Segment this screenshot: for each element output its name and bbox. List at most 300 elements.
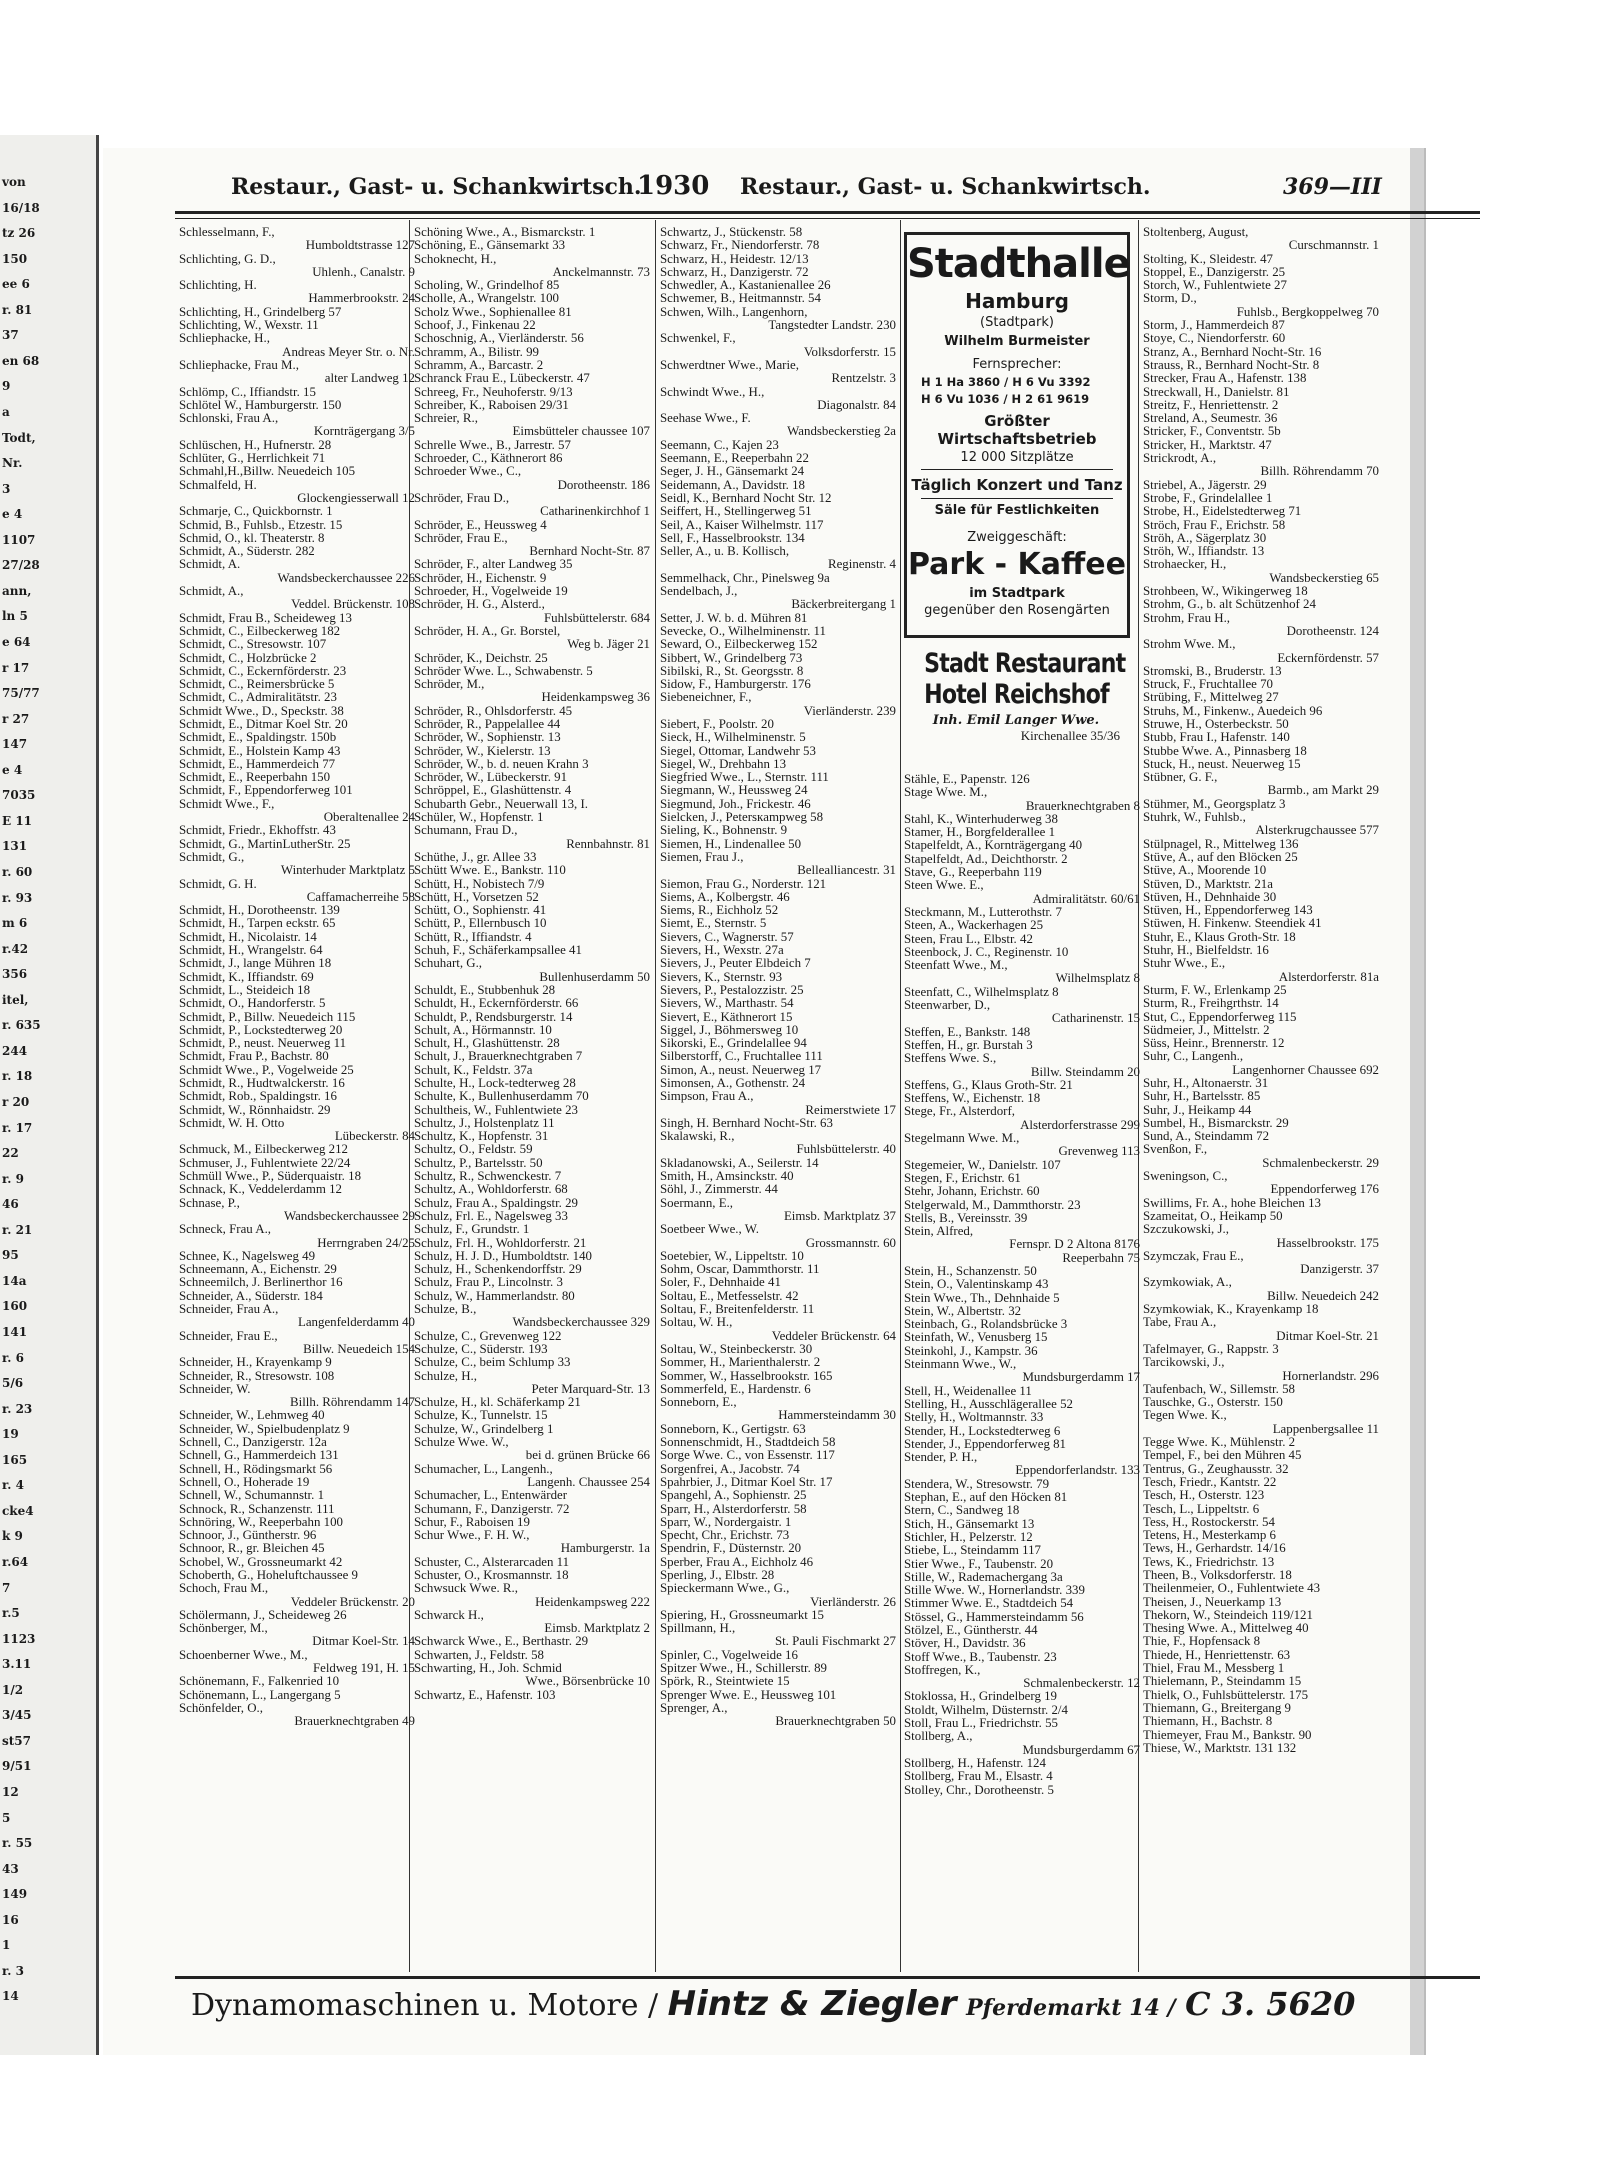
directory-entry: Schmidt, E., Hammerdeich 77 <box>179 757 336 771</box>
directory-entry: Schult, A., Hörmannstr. 10 <box>414 1023 552 1037</box>
entry-continuation: Eimsb. Marktplatz 37 <box>783 1209 896 1223</box>
directory-entry: Siegel, Ottomar, Landwehr 53 <box>660 744 816 758</box>
directory-entry: Sievert, E., Käthnerort 15 <box>660 1010 793 1024</box>
directory-entry: Szymkowiak, A., <box>1143 1276 1232 1290</box>
directory-entry: Stuhr, E., Klaus Groth-Str. 18 <box>1143 930 1296 944</box>
entry-continuation: Ditmar Koel-Str. 14 <box>312 1635 415 1649</box>
adjacent-page-fragment: 5/6 <box>2 1376 24 1391</box>
entry-continuation: Vierländerstr. 26 <box>810 1595 896 1609</box>
directory-entry: Strohaecker, H., <box>1143 558 1227 572</box>
directory-entry: Sievers, J., Peuter Elbdeich 7 <box>660 957 811 971</box>
directory-entry: Schmidt, A., <box>179 585 244 599</box>
directory-entry: Spiering, H., Grossneumarkt 15 <box>660 1608 824 1622</box>
adjacent-page-fragment: r. 60 <box>2 865 33 879</box>
directory-entry: Schüthe, J., gr. Allee 33 <box>414 850 537 864</box>
adjacent-page-fragment: r 17 <box>2 660 30 675</box>
directory-entry: Stell, H., Weidenallee 11 <box>904 1384 1032 1398</box>
directory-entry: Schmahl,H.,Billw. Neuedeich 105 <box>179 465 356 479</box>
directory-entry: Schnell, G., Hammerdeich 131 <box>179 1449 339 1463</box>
directory-entry: Seehase Wwe., F. <box>660 412 751 426</box>
directory-entry: Schneck, Frau A., <box>179 1223 272 1237</box>
directory-entry: Stuhr, H., Bielfeldstr. 16 <box>1143 944 1269 958</box>
directory-entry: Stapelfeldt, A., Kornträgergang 40 <box>904 839 1083 853</box>
entry-continuation: Eppendorferweg 176 <box>1270 1183 1379 1197</box>
directory-entry: Schulze, C., Süderstr. 193 <box>414 1342 548 1356</box>
ad-stadthalle-phone-1: H 1 Ha 3860 / H 6 Vu 3392 <box>921 375 1091 389</box>
directory-entry: Schulze, C., Grevenweg 122 <box>414 1329 562 1343</box>
adjacent-page-fragment: r 20 <box>2 1095 30 1109</box>
directory-entry: Steen Wwe. E., <box>904 879 984 893</box>
entry-continuation: Alsterdorferstrasse 299 <box>1020 1118 1140 1132</box>
directory-entry: Schmidt, C., Holzbrücke 2 <box>179 651 317 665</box>
directory-entry: Soermann, E., <box>660 1196 734 1210</box>
directory-entry: Schramm, A., Barcastr. 2 <box>414 358 544 372</box>
directory-entry: Schütt, H., Vorsetzen 52 <box>414 890 539 904</box>
directory-entry: Spörk, R., Steintwiete 15 <box>660 1675 790 1689</box>
directory-entry: Tarcikowski, J., <box>1143 1356 1225 1370</box>
adjacent-page-fragment: r. 93 <box>2 890 33 905</box>
entry-continuation: Lappenbergsallee 11 <box>1272 1422 1379 1436</box>
directory-entry: Stille Wwe. W., Hornerlandstr. 339 <box>904 1584 1085 1598</box>
directory-entry: Stoffregen, K., <box>904 1663 981 1677</box>
directory-entry: Storch, W., Fuhlentwiete 27 <box>1143 279 1287 293</box>
directory-entry: Schultz, A., Wohldorferstr. 68 <box>414 1183 568 1197</box>
directory-entry: Stege, Fr., Alsterdorf, <box>904 1105 1015 1119</box>
directory-entry: Schoenberner Wwe., M., <box>179 1648 308 1662</box>
directory-entry: Schnell, C., Danzigerstr. 12a <box>179 1436 327 1450</box>
adjacent-page-fragment: 3/45 <box>2 1708 32 1723</box>
entry-continuation: Rentzelstr. 3 <box>831 372 896 386</box>
entry-continuation: Glockengiesserwall 12 <box>297 491 415 505</box>
entry-continuation: Eimsbütteler chaussee 107 <box>512 425 650 439</box>
entry-continuation: Barmb., am Markt 29 <box>1267 784 1379 798</box>
directory-entry: Steffens, G., Klaus Groth-Str. 21 <box>904 1078 1073 1092</box>
directory-entry: Stapelfeldt, Ad., Deichthorstr. 2 <box>904 852 1068 866</box>
adjacent-page-fragment: r. 23 <box>2 1401 33 1416</box>
directory-entry: Szymczak, Frau E., <box>1143 1249 1244 1263</box>
directory-entry: Stöver, H., Davidstr. 36 <box>904 1637 1026 1651</box>
directory-entry: Stein Wwe., Th., Dehnhaide 5 <box>904 1291 1060 1305</box>
directory-entry: Stühmer, M., Georgsplatz 3 <box>1143 797 1286 811</box>
directory-entry: Thiemann, H., Bachstr. 8 <box>1143 1715 1273 1729</box>
adjacent-page-fragment: 16 <box>2 1912 19 1927</box>
directory-entry: Schmidt, F., Eppendorferweg 101 <box>179 784 353 798</box>
directory-entry: Schneemilch, J. Berlinerthor 16 <box>179 1276 343 1290</box>
adjacent-page-fragment: 22 <box>2 1146 19 1161</box>
entry-continuation: Anckelmannstr. 73 <box>552 265 650 279</box>
directory-entry: Schmuck, M., Eilbeckerweg 212 <box>179 1143 348 1157</box>
directory-entry: Thiemann, G., Breitergang 9 <box>1143 1701 1291 1715</box>
directory-entry: Tesch, Friedr., Kantstr. 22 <box>1143 1475 1277 1489</box>
adjacent-page-fragment: 27/28 <box>2 558 40 573</box>
entry-continuation: Mundsburgerdamm 67 <box>1022 1743 1140 1757</box>
directory-entry: Siebert, F., Poolstr. 20 <box>660 717 774 731</box>
directory-entry: Stern, C., Sandweg 18 <box>904 1504 1020 1518</box>
directory-entry: Söhl, J., Zimmerstr. 44 <box>660 1183 778 1197</box>
directory-entry: Schütt, R., Iffiandstr. 4 <box>414 930 532 944</box>
adjacent-page-fragment: e 4 <box>2 762 23 777</box>
header-page-number: 369—III <box>1283 174 1382 200</box>
ad-stadthalle-branch-location: im Stadtpark <box>969 586 1065 601</box>
directory-entry: Schulte, H., Lock-tedterweg 28 <box>414 1077 576 1090</box>
directory-entry: Scholle, A., Wrangelstr. 100 <box>414 292 559 306</box>
entry-continuation: Caffamacherreihe 58 <box>306 890 415 904</box>
directory-entry: Schramm, A., Bilistr. 99 <box>414 345 539 359</box>
directory-entry: Stollberg, H., Hafenstr. 124 <box>904 1756 1046 1770</box>
directory-entry: Steen, Frau L., Elbstr. 42 <box>904 932 1033 946</box>
directory-entry: Soetebier, W., Lippeltstr. 10 <box>660 1249 804 1263</box>
directory-entry: Schreier, R., <box>414 412 478 426</box>
directory-entry: Stendera, W., Stresowstr. 79 <box>904 1477 1050 1491</box>
directory-entry: Schumann, F., Danzigerstr. 72 <box>414 1502 570 1516</box>
adjacent-page-fragment: 43 <box>2 1861 19 1876</box>
entry-continuation: Hammersteindamm 30 <box>778 1409 896 1423</box>
directory-entry: Stolley, Chr., Dorotheenstr. 5 <box>904 1783 1054 1797</box>
directory-entry: Stüve, A., Moorende 10 <box>1143 864 1267 878</box>
directory-entry: Schreiber, K., Raboisen 29/31 <box>414 398 569 412</box>
directory-entry: Schulze, H., kl. Schäferkamp 21 <box>414 1396 581 1410</box>
adjacent-page-edge <box>0 135 99 2055</box>
directory-entry: Schwarck H., <box>414 1608 484 1622</box>
directory-entry: Sommerfeld, E., Hardenstr. 6 <box>660 1382 811 1396</box>
entry-continuation: Diagonalstr. 84 <box>817 398 896 412</box>
directory-entry: Schröder, H., Eichenstr. 9 <box>414 571 547 585</box>
directory-entry: Steen, A., Wackerhagen 25 <box>904 919 1044 933</box>
directory-entry: Silberstorff, C., Fruchtallee 111 <box>660 1050 823 1064</box>
adjacent-page-fragment: 14 <box>2 1989 19 2004</box>
directory-entry: Schwenkel, F., <box>660 332 736 346</box>
adjacent-page-fragment: r.42 <box>2 941 29 956</box>
directory-entry: Schröder, Frau E., <box>414 531 508 545</box>
directory-entry: Sievers, C., Wagnerstr. 57 <box>660 930 794 944</box>
directory-entry: Schulze, B., <box>414 1303 477 1317</box>
directory-entry: Sweningson, C., <box>1143 1170 1228 1184</box>
adjacent-page-fragment: r. 9 <box>2 1171 24 1186</box>
entry-continuation: Langenfelderdamm 40 <box>297 1316 415 1330</box>
entry-continuation: Fuhlsb., Bergkoppelweg 70 <box>1236 305 1379 319</box>
directory-entry: Stölzel, E., Güntherstr. 44 <box>904 1624 1038 1637</box>
directory-entry: Striebel, A., Jägerstr. 29 <box>1143 478 1267 492</box>
directory-entry: Spieckermann Wwe., G., <box>660 1582 790 1596</box>
directory-entry: Schulze, W., Grindelberg 1 <box>414 1422 554 1436</box>
directory-entry: Siemen, Frau J., <box>660 850 744 864</box>
entry-continuation: Reeperbahn 75 <box>1062 1251 1140 1265</box>
directory-entry: Ströch, Frau F., Erichstr. 58 <box>1143 518 1286 532</box>
entry-continuation: Eppendorferlandstr. 133 <box>1015 1464 1140 1478</box>
ad-stadthalle-phone-label: Fernsprecher: <box>972 357 1062 372</box>
footer-rule <box>175 1976 1480 1979</box>
adjacent-page-fragment: Nr. <box>2 456 23 471</box>
directory-entry: Schulz, H., Schenkendorffstr. 29 <box>414 1263 582 1277</box>
adjacent-page-fragment: 149 <box>2 1887 28 1902</box>
directory-entry: Stier Wwe., F., Taubenstr. 20 <box>904 1557 1054 1571</box>
directory-entry: Schulz, Frl. E., Nagelsweg 33 <box>414 1209 568 1223</box>
ad-stadthalle-district: (Stadtpark) <box>980 315 1054 330</box>
entry-continuation: Bernhard Nocht-Str. 87 <box>529 545 650 559</box>
directory-entry: Schmarje, C., Quickbornstr. 1 <box>179 505 333 519</box>
entry-continuation: Fernspr. D 2 Altona 8176 <box>1009 1238 1140 1252</box>
directory-entry: Schnase, P., <box>179 1196 240 1210</box>
entry-continuation: bei d. grünen Brücke 66 <box>525 1449 650 1463</box>
adjacent-page-fragment: 7035 <box>2 788 36 803</box>
directory-entry: Specht, Chr., Erichstr. 73 <box>660 1529 790 1543</box>
adjacent-page-fragment: 244 <box>2 1043 28 1058</box>
directory-entry: Schreeg, Fr., Neuhoferstr. 9/13 <box>414 385 573 399</box>
directory-entry: Schröder, W., b. d. neuen Krahn 3 <box>414 757 589 771</box>
directory-column-3 <box>660 226 896 1971</box>
directory-entry: Steffens Wwe. S., <box>904 1052 997 1066</box>
directory-entry: Schröder, K., Deichstr. 25 <box>414 651 548 665</box>
entry-continuation: Wandsbeckerchaussee 29 <box>283 1209 415 1223</box>
directory-entry: Stiebe, L., Steindamm 117 <box>904 1544 1042 1558</box>
adjacent-page-fragment: ln 5 <box>2 609 28 624</box>
directory-entry: Schwartz, J., Stückenstr. 58 <box>660 226 803 239</box>
directory-entry: Steenbock, J. C., Reginenstr. 10 <box>904 945 1069 959</box>
directory-entry: Strauss, R., Bernhard Nocht-Str. 8 <box>1143 358 1320 372</box>
entry-continuation: Langenhorner Chaussee 692 <box>1232 1063 1379 1077</box>
directory-entry: Stubbe Wwe. A., Pinnasberg 18 <box>1143 744 1307 758</box>
adjacent-page-fragment: 7 <box>2 1580 11 1595</box>
directory-entry: Schrelle Wwe., B., Jarrestr. 57 <box>414 438 571 452</box>
stadthalle-advertisement <box>904 232 1130 638</box>
entry-continuation: Wandsbeckerstieg 2a <box>787 425 896 439</box>
directory-entry: Schulz, H. J. D., Humboldtstr. 140 <box>414 1249 592 1263</box>
directory-entry: Schütt, H., Nobistech 7/9 <box>414 877 545 891</box>
adjacent-page-fragment: 1/2 <box>2 1682 24 1697</box>
directory-entry: Schönemann, L., Langergang 5 <box>179 1688 341 1702</box>
directory-entry: Sieck, H., Wilhelminenstr. 5 <box>660 731 806 745</box>
directory-entry: Schmidt Wwe., D., Speckstr. 38 <box>179 704 344 718</box>
entry-continuation: Brauerknechtgraben 50 <box>775 1715 896 1729</box>
adjacent-page-fragment: 9/51 <box>2 1759 32 1774</box>
entry-continuation: Schmalenbeckerstr. 12 <box>1023 1677 1140 1691</box>
directory-entry: Siemon, Frau G., Norderstr. 121 <box>660 877 827 891</box>
directory-entry: Schuster, O., Krosmannstr. 18 <box>414 1568 569 1582</box>
directory-entry: Schlesselmann, F., <box>179 226 275 239</box>
entry-continuation: Bullenhuserdamm 50 <box>539 970 650 984</box>
directory-entry: Schwemer, B., Heitmannstr. 54 <box>660 292 821 306</box>
header-rule-thin <box>175 218 1480 219</box>
directory-entry: Tesch, L., Lippeltstr. 6 <box>1143 1502 1260 1516</box>
directory-entry: Schoknecht, H., <box>414 252 497 266</box>
directory-entry: Struhs, M., Finkenw., Auedeich 96 <box>1143 704 1323 718</box>
directory-entry: Schmidt, O., Handorferstr. 5 <box>179 997 326 1011</box>
adjacent-page-fragment: ee 6 <box>2 277 30 292</box>
directory-entry: Schmid, O., kl. Theaterstr. 8 <box>179 531 325 545</box>
directory-entry: Schönemann, F., Falkenried 10 <box>179 1675 340 1689</box>
directory-entry: Schuster, C., Alsterarcaden 11 <box>414 1555 570 1569</box>
directory-entry: Szymkowiak, K., Krayenkamp 18 <box>1143 1303 1319 1317</box>
directory-entry: Schoschnig, A., Vierländerstr. 56 <box>414 332 584 346</box>
directory-entry: Sorgenfrei, A., Jacobstr. 74 <box>660 1462 800 1476</box>
ad-reichshof-owner: Inh. Emil Langer Wwe. <box>932 713 1100 728</box>
directory-entry: Sonnenschmidt, H., Stadtdeich 58 <box>660 1436 836 1450</box>
entry-continuation: Alsterdorferstr. 81a <box>1278 970 1379 984</box>
directory-entry: Soler, F., Dehnhaide 41 <box>660 1276 781 1290</box>
directory-entry: Schneider, H., Krayenkamp 9 <box>179 1356 332 1370</box>
ad-stadthalle-city: Hamburg <box>965 289 1069 313</box>
directory-entry: Stehr, Johann, Erichstr. 60 <box>904 1185 1040 1199</box>
directory-entry: Schlichting, G. D., <box>179 252 276 266</box>
entry-continuation: Reginenstr. 4 <box>827 558 896 572</box>
adjacent-page-fragment: 147 <box>2 737 28 752</box>
adjacent-page-fragment: 14a <box>2 1273 27 1288</box>
entry-continuation: Volksdorferstr. 15 <box>803 345 896 359</box>
ad-stadthalle-seats: 12 000 Sitzplätze <box>960 450 1074 465</box>
directory-entry: Schoch, Frau M., <box>179 1582 269 1596</box>
directory-entry: Schmidt, E., Ditmar Koel Str. 20 <box>179 717 348 731</box>
ad-stadthalle-slogan-1: Größter Wirtschaftsbetrieb <box>937 412 1097 448</box>
directory-entry: Schröder Wwe. L., Schwabenstr. 5 <box>414 664 593 678</box>
directory-entry: Stuhr Wwe., E., <box>1143 957 1226 971</box>
directory-entry: Schulte, K., Bullenhuserdamm 70 <box>414 1090 589 1104</box>
adjacent-page-fragment: von <box>2 175 26 189</box>
directory-entry: Stuhrk, W., Fuhlsb., <box>1143 811 1246 825</box>
entry-continuation: Wandsbeckerstieg 65 <box>1269 571 1379 585</box>
directory-entry: Schlüschen, H., Hufnerstr. 28 <box>179 438 332 452</box>
directory-entry: Stelly, H., Woltmannstr. 33 <box>904 1411 1044 1425</box>
directory-entry: Schröder, Frau D., <box>414 491 510 505</box>
reichshof-advertisement <box>904 648 1128 760</box>
directory-entry: Schröder, H. G., Alsterd., <box>414 598 545 612</box>
directory-entry: Sturm, F. W., Erlenkamp 25 <box>1143 983 1287 997</box>
column-divider <box>655 220 656 1972</box>
directory-entry: Schmidt, Friedr., Ekhoffstr. 43 <box>179 824 336 838</box>
directory-entry: Schmidt, W. H. Otto <box>179 1116 285 1130</box>
directory-entry: Siegfried Wwe., L., Sternstr. 111 <box>660 771 829 785</box>
directory-entry: Stille, W., Rademachergang 3a <box>904 1570 1063 1584</box>
directory-entry: Sevecke, O., Wilhelminenstr. 11 <box>660 624 826 638</box>
directory-entry: Schnee, K., Nagelsweg 49 <box>179 1249 316 1263</box>
directory-entry: Seidemann, A., Davidstr. 18 <box>660 478 806 492</box>
directory-entry: Schütt, O., Sophienstr. 41 <box>414 904 547 918</box>
entry-continuation: Brauerknechtgraben 8 <box>1025 799 1140 813</box>
adjacent-page-fragment: en 68 <box>2 353 40 368</box>
adjacent-page-fragment: cke4 <box>2 1503 34 1518</box>
directory-entry: Sprenger, A., <box>660 1701 728 1715</box>
directory-entry: Schöning, E., Gänsemarkt 33 <box>414 239 566 253</box>
directory-entry: Thielk, O., Fuhlsbüttelerstr. 175 <box>1143 1688 1309 1702</box>
entry-continuation: Dorotheenstr. 124 <box>1286 624 1379 638</box>
directory-entry: Tafelmayer, G., Rappstr. 3 <box>1143 1342 1279 1356</box>
entry-continuation: Curschmannstr. 1 <box>1288 239 1379 253</box>
directory-entry: Stich, H., Gänsemarkt 13 <box>904 1517 1035 1531</box>
directory-entry: Schoberth, G., Hoheluftchaussee 9 <box>179 1568 358 1582</box>
directory-entry: Schumacher, L., Langenh., <box>414 1462 553 1476</box>
directory-entry: Schönfelder, O., <box>179 1701 263 1715</box>
directory-entry: Szczukowski, J., <box>1143 1223 1229 1237</box>
directory-entry: Schnoor, J., Güntherstr. 96 <box>179 1529 317 1543</box>
entry-continuation: Veddeler Brückenstr. 20 <box>290 1595 415 1609</box>
directory-entry: Storm, D., <box>1143 292 1197 306</box>
directory-entry: Strecker, Frau A., Hafenstr. 138 <box>1143 372 1307 386</box>
directory-entry: Seemann, E., Reeperbahn 22 <box>660 452 809 466</box>
directory-entry: Thiede, H., Henriettenstr. 63 <box>1143 1648 1291 1662</box>
directory-entry: Sielcken, J., Petersкampweg 58 <box>660 811 824 825</box>
directory-entry: Stähle, E., Papenstr. 126 <box>904 773 1030 786</box>
entry-continuation: Peter Marquard-Str. 13 <box>531 1382 650 1396</box>
directory-entry: Tabe, Frau A., <box>1143 1316 1217 1330</box>
directory-entry: Stricker, H., Marktstr. 47 <box>1143 438 1272 452</box>
directory-entry: Schmidt Wwe., P., Vogelweide 25 <box>179 1063 354 1077</box>
entry-continuation: Winterhuder Marktplatz 5 <box>280 864 415 878</box>
directory-entry: Schultz, J., Holstenplatz 11 <box>414 1116 555 1130</box>
directory-entry: Stahl, K., Winterhuderweg 38 <box>904 812 1058 826</box>
directory-entry: Streitz, F., Henriettenstr. 2 <box>1143 398 1279 412</box>
directory-entry: Suhr, C., Langenh., <box>1143 1050 1244 1064</box>
directory-entry: Struwe, H., Osterbeckstr. 50 <box>1143 717 1289 731</box>
entry-continuation: Lübeckerstr. 84 <box>334 1130 415 1144</box>
directory-entry: Thielemann, P., Steindamm 15 <box>1143 1675 1302 1689</box>
entry-continuation: Fuhlsbüttelerstr. 40 <box>796 1143 896 1157</box>
directory-entry: Thiel, Frau M., Messberg 1 <box>1143 1662 1285 1676</box>
directory-entry: Steenfatt Wwe., M., <box>904 959 1008 973</box>
entry-continuation: Grevenweg 113 <box>1058 1145 1140 1159</box>
directory-entry: Schlömp, C., Iffiandstr. 15 <box>179 385 316 399</box>
entry-continuation: alter Landweg 12 <box>324 372 415 386</box>
directory-entry: Sieling, K., Bohnenstr. 9 <box>660 824 788 838</box>
directory-entry: Stüve, A., auf den Blöcken 25 <box>1143 850 1298 864</box>
footer-brand: Hintz & Ziegler <box>667 1984 957 2024</box>
directory-entry: Stein, O., Valentinskamp 43 <box>904 1278 1049 1292</box>
directory-entry: Simon, A., neust. Neuerweg 17 <box>660 1063 822 1077</box>
directory-entry: Spitzer Wwe., H., Schillerstr. 89 <box>660 1662 827 1676</box>
entry-continuation: Kornträgergang 3/5 <box>313 425 415 439</box>
directory-entry: Stüven, D., Marktstr. 21a <box>1143 877 1273 891</box>
directory-entry: Schulz, Frau P., Lincolnstr. 3 <box>414 1276 563 1290</box>
adjacent-page-fragment: 141 <box>2 1325 28 1339</box>
footer-address: Pferdemarkt 14 / <box>966 1995 1176 2021</box>
adjacent-page-fragment: 1123 <box>2 1631 36 1646</box>
directory-entry: Stübner, G. F., <box>1143 771 1218 785</box>
directory-entry: Schlüter, G., Herrlichkeit 71 <box>179 452 326 466</box>
directory-entry: Schwindt Wwe., H., <box>660 385 765 399</box>
directory-entry: Stelling, H., Ausschlägerallee 52 <box>904 1397 1073 1411</box>
directory-entry: Tesch, H., Osterstr. 123 <box>1143 1489 1265 1503</box>
directory-entry: Schröder, W., Kielerstr. 13 <box>414 744 551 758</box>
directory-entry: Soltau, F., Breitenfelderstr. 11 <box>660 1303 815 1317</box>
entry-continuation: Humboldtstrasse 127 <box>305 239 415 253</box>
directory-entry: Swillims, Fr. A., hohe Bleichen 13 <box>1143 1196 1321 1210</box>
directory-entry: Steinfath, W., Venusberg 15 <box>904 1331 1048 1345</box>
adjacent-page-fragment: 3.11 <box>2 1657 32 1672</box>
directory-entry: Schoof, J., Finkenau 22 <box>414 319 536 333</box>
directory-column-5 <box>1143 226 1379 1971</box>
directory-entry: Strohm, Frau H., <box>1143 611 1231 625</box>
directory-entry: Schwarz, H., Heidestr. 12/13 <box>660 252 809 266</box>
directory-entry: Schulze Wwe. W., <box>414 1436 509 1450</box>
ad-stadthalle-phone-2: H 6 Vu 1036 / H 2 61 9619 <box>921 392 1090 406</box>
entry-continuation: Mundsburgerdamm 17 <box>1022 1371 1140 1385</box>
directory-entry: Sommer, W., Hasselbrookstr. 165 <box>660 1369 833 1383</box>
entry-continuation: Langenh. Chaussee 254 <box>527 1475 650 1489</box>
directory-entry: Schwen, Wilh., Langenhorn, <box>660 305 808 319</box>
entry-continuation: Billw. Neuedeich 154 <box>303 1342 415 1356</box>
directory-entry: Stender, H., Lockstedterweg 6 <box>904 1424 1061 1438</box>
entry-continuation: Reimerstwiete 17 <box>805 1103 896 1117</box>
directory-entry: Sonneborn, K., Gertigstr. 63 <box>660 1422 806 1436</box>
directory-entry: Streckwall, H., Danielstr. 81 <box>1143 385 1290 399</box>
directory-entry: Sikorski, E., Grindelallee 94 <box>660 1037 807 1051</box>
adjacent-page-fragment: r. 55 <box>2 1836 33 1851</box>
adjacent-page-fragment: 356 <box>2 967 28 982</box>
directory-entry: Schmidt, G., <box>179 850 245 864</box>
directory-entry: Spangehl, A., Sophienstr. 25 <box>660 1489 807 1503</box>
directory-entry: Thesing Wwe. A., Mittelweg 40 <box>1143 1622 1309 1636</box>
directory-entry: Schultz, P., Bartelsstr. 50 <box>414 1156 543 1170</box>
directory-entry: Schuhart, G., <box>414 957 483 971</box>
directory-entry: Siemen, H., Lindenallee 50 <box>660 837 802 851</box>
